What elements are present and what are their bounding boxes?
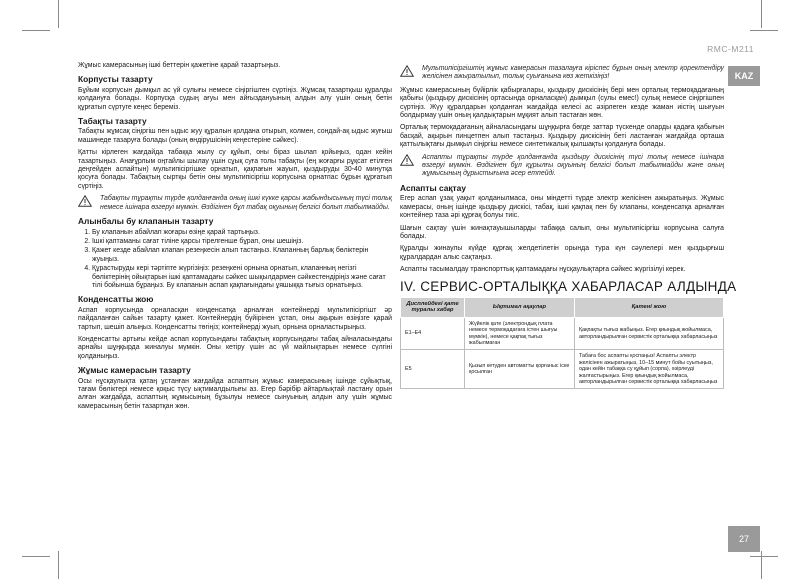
- chapter-title: IV. СЕРВИС-ОРТАЛЫҚҚА ХАБАРЛАСАР АЛДЫНДА: [400, 278, 737, 294]
- warning-note: [78, 195, 392, 212]
- steps-list: [92, 229, 392, 291]
- crop-mark: [22, 30, 50, 31]
- table-row: [401, 350, 724, 389]
- left-column: [78, 62, 392, 415]
- paragraph: Егер аспап ұзақ уақыт қолданылмаса, оны міндетті түрде электр желісінен ажыратыңыз. Жұмыс камерасы, оның ішінде қыздыру дискісі, табақ, ішкі қақпақ пен бу клапаны, конденсатқа арналған контейнер таза әрі құрғақ болуы тиіс.: [400, 195, 724, 220]
- list-item: 1. Бу клапанын абайлап жоғары өзіңе қарай тартыңыз.: [92, 229, 392, 237]
- warning-icon: [400, 65, 414, 77]
- crop-mark: [750, 556, 778, 557]
- crop-mark: [22, 556, 50, 557]
- paragraph: Шағын сақтау үшін жинақтауышыларды табаққа салып, оны мультипісіргіш корпусына салуға болады.: [400, 224, 724, 240]
- section-heading: Табақты тазарту: [78, 116, 147, 127]
- crop-mark: [761, 0, 762, 28]
- paragraph: Бұйым корпусын дымқыл ас үй сулығы немесе сіңіргіштен сүртіңіз. Жұмсақ тазартқыш құралды қолдануға болады. Корпусқа судың ағуы мен айғыздануының алдын алу үшін оның бетін құрғатып сүртуге кеңес береміз.: [78, 86, 392, 111]
- section-heading: Жұмыс камерасын тазарту: [78, 365, 191, 376]
- warning-icon: [400, 154, 414, 166]
- paragraph: Конденсатты артығы кейде аспап корпусындағы табақтың корпусындағы табақ айналасындағы арнайы шұңқырда жиналуы мүмкін. Оны кетіру үшін ас үй майлықтарын немесе сүлгіні қолданыңыз.: [78, 335, 392, 360]
- warning-text: Аспапты тұрақты түрде қолданғанда қыздыру дискісінің түсі тольқ немесе ішінара өзгеруі мүмкін. Өздігінен бұл құрылғы оқуының белгісі болып табылмайды және оның жұмысының дұрыстығына әсер етпейді.: [422, 153, 724, 178]
- paragraph: Осы нұсқаулықта қатаң ұстанған жағдайда аспаптың жұмыс камерасының ішінде сұйықтық, тағам бөліктері немесе қоқыс түсу ықтималдылығы аз. Егер бәрібір айтарлықтай ластану орын алған жағдайда, аспаптың жұмысының бұзылуы немесе сынуының алдын алу үшін жұмыс камерасының бетін тазартқан жөн.: [78, 377, 392, 410]
- troubleshooting-table: [400, 297, 724, 389]
- page-number: 27: [728, 526, 760, 552]
- paragraph: Қатты кірлеген жағдайда табаққа жылу су құйып, оны біраз шылап қойыңыз, одан кейін тазартыңыз. Анағұрлым оңтайлы шылау үшін сұық суға толы табақты (ең жоғарғы рұқсат етілген деңгейден аспайтын) мультипісіргішке орнатып, қақпағын жауып, қыздыруды 30-40 минутқа қосуға болады. Табақтың сыртқы бетін оны мультипісіргіш корпусына орнатпас бұрын құрғатып сүртіңіз.: [78, 149, 392, 190]
- crop-mark: [750, 30, 778, 31]
- possible-cause: Жүйелік қате (электрондық плата немесе термоқадағаға істен шығуы мүмкін), немесе қақпақ тығыз жабылмаған: [465, 317, 575, 350]
- column-header: Ықтимал ақаулар: [465, 297, 575, 317]
- warning-icon: [78, 195, 92, 207]
- fix-action: Қақпақты тығыз жабыңыз. Егер қиындық жойылмаса, авторландырылған сервистік орталыққа хабарласыңыз: [575, 317, 724, 350]
- paragraph: Жұмыс камерасының бүйірлік қабырғалары, қыздыру дискісінің бері мен орталық термоқадағаның қабығы (қыздыру дискісінің ортасында орналасқан) дымқыл (сулы емес!) сулық немесе сіңіргішпен сүртіңіз. Жүу құралдарын қолданған жағдайда келесі ас әзірлеген кезде жаман иістің шығуын болдырмау үшін оның қалдықтарын мұқият алып тастаған жөн.: [400, 86, 724, 120]
- section-heading: Алынбалы бу клапанын тазарту: [78, 216, 214, 227]
- crop-mark: [58, 0, 59, 28]
- paragraph: Аспапты тасымалдау транспорттық қаптамадағы нұсқаулықтарға сәйкес жүргізілуі керек.: [400, 266, 686, 274]
- section-heading: Корпусты тазарту: [78, 74, 153, 85]
- warning-note: [400, 65, 724, 82]
- section-heading: Конденсатты жою: [78, 294, 154, 305]
- possible-cause: Қызып кетуден автоматты қорғаныс іске қосылған: [465, 350, 575, 389]
- paragraph: Құралды жинаулы күйде құрғақ желдетілетін орында тура күн сәулелері мен қыздырғыш құралдардан алыс сақтаңыз.: [400, 245, 724, 261]
- intro-text: Жұмыс камерасының ішкі беттерін қажетіне қарай тазартыңыз.: [78, 62, 281, 69]
- paragraph: Табақты жұмсақ сіңіргіш пен ыдыс жуу құралын қолдана отырып, колмен, сондай-ақ ыдыс жуғыш машинеде тазаруға болады (оның өндірушісінің кеңестеріне сәйкес).: [78, 128, 392, 144]
- table-row: [401, 317, 724, 350]
- error-code: E1–E4: [401, 317, 465, 350]
- list-item: 4. Құрастыруды кері тәртіпте жүргізіңіз: резеңкені орнына орнатып, клапанның негізгі бөліктерінің ойықтарын ішкі қаптамадағы сәйкес шықылдармен сәйкестендіріңіз және сағат тілі бойынша бұраңыз. Бу клапанын аспап қақпағындағы ұяшыққа тығыз орнатыңыз.: [92, 265, 392, 290]
- paragraph: Орталық термоқадағаның айналасындағы шұңқырға бөгде заттар түскенде оларды қадаға қабығын басқай, ақырын пинцетпен алып тастаңыз. Қыздыру дискісінің беті ластанған жағдайда орташа қаттылықтағы дымқыл сіңіргіш немесе синтетикалық қылшақты қолдануға болады.: [400, 124, 724, 149]
- table-header-row: [401, 297, 724, 317]
- column-header: Қатені жою: [575, 297, 724, 317]
- fix-action: Табаға бос аспапты қоспаңыз! Аспапты электр желісінен ажыратыңыз, 10–15 минут бойы суытыңыз, одан кейін табаққа су құйып (сорпа), әзірлеуді жалғастырыңыз. Егер қиындық жойылмаса, авторландырылған сервистік орталыққа хабарласыңыз: [575, 350, 724, 389]
- error-code: E5: [401, 350, 465, 389]
- crop-mark: [58, 551, 59, 579]
- right-column: [400, 62, 737, 389]
- crop-mark: [761, 551, 762, 579]
- language-tab: KAZ: [728, 66, 760, 86]
- list-item: 2. Ішкі қаптаманы сағат тіліне қарсы тірелгенше бұрап, оны шешіңіз.: [92, 238, 392, 246]
- list-item: 3. Қажет кезде абайлап клапан резеңкесін алып тастаңыз. Клапанның барлық бөліктерін жуыңыз.: [92, 247, 392, 264]
- model-label: RMC-M211: [707, 44, 754, 54]
- warning-note: [400, 154, 724, 179]
- section-heading: Аспапты сақтау: [400, 182, 466, 193]
- warning-text: Табақты тұрақты түрде қолданғанда оның ішкі күкке қарсы жабындысының түсі тольқ немесе ішінара өзгеруі мүмкін. Өздігінен бұл табақ оқуының белгісі болып табылмайды.: [100, 195, 392, 211]
- column-header: Дисплейдегі қате туралы хабар: [401, 297, 465, 317]
- warning-text: Мультипісіргіштің жұмыс камерасын тазалауға кіріспес бұрын оның электр қоректендіру желісінен ажыратылып, толық суығанына көз жеткізіңіз!: [422, 65, 724, 81]
- paragraph: Аспап корпусында орналасқан конденсатқа арналған контейнердi мультипісіргішт әр пайдаланған сайын тазарту қажет. Контейнердің бүйірінен ұстап, оны ақырын өзіңізге қарай тартып, шешіп алыңыз. Конденсатты төгіңіз; контейнердi жуып, орнына орналастырыңыз.: [78, 306, 392, 331]
